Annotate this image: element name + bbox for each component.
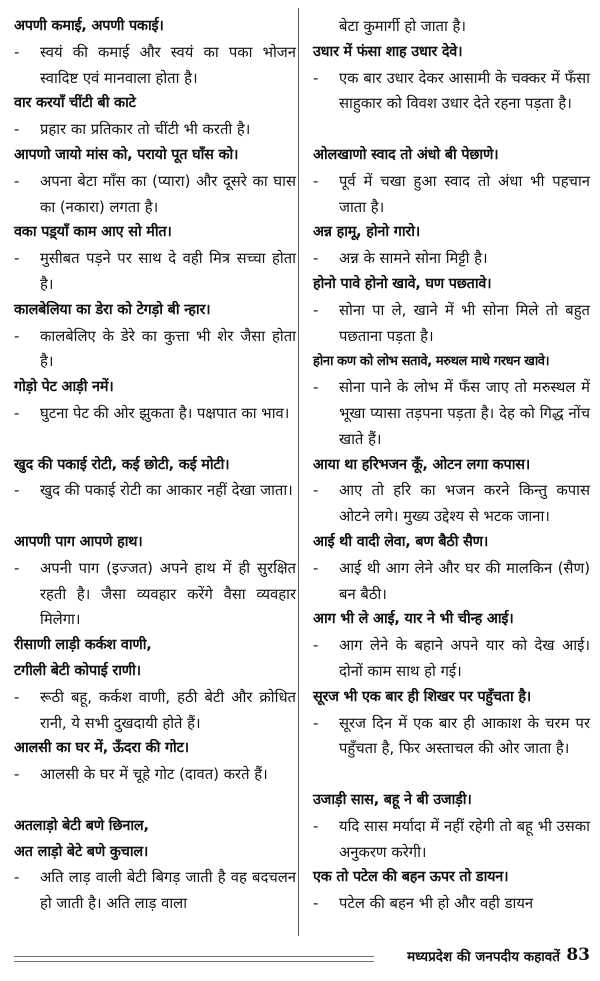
- proverb-heading: वार करयाँ चींटी बी काटे: [14, 95, 136, 112]
- proverb-heading: अतलाड़ो बेटी बणे छिनाल,: [14, 817, 149, 834]
- proverb-entry: [313, 530, 590, 607]
- dash: -: [313, 637, 319, 655]
- proverb-meaning: - अन्न के सामने सोना मिट्टी है।: [313, 246, 590, 272]
- proverb-meaning: - पूर्व में चखा हुआ स्वाद तो अंधा भी पहचान जाता है।: [313, 169, 590, 221]
- proverb-entry: [313, 220, 590, 272]
- proverb-meaning: - मुसीबत पड़ने पर साथ दे वही मित्र सच्चा होता है।: [14, 246, 296, 298]
- proverb-entry: [14, 220, 296, 297]
- dash: -: [14, 559, 20, 577]
- proverb-meaning: - सूरज दिन में एक बार ही आकाश के चरम पर पहुँचता है, फिर अस्ताचल की ओर जाता है।: [313, 711, 590, 788]
- proverb-meaning: - आलसी के घर में चूहे गोट (दावत) करते हैं।: [14, 762, 296, 814]
- proverb-entry: [14, 298, 296, 375]
- proverb-meaning: - यदि सास मर्यादा में नहीं रहेगी तो बहू भी उसका अनुकरण करेगी।: [313, 814, 590, 866]
- proverb-heading: आपणी पाग आपणे हाथ।: [14, 533, 143, 550]
- book-title: मध्यप्रदेश की जनपदीय कहावतें: [407, 949, 560, 965]
- proverb-entry: [14, 814, 296, 917]
- dash: -: [14, 404, 20, 422]
- proverb-meaning: - अति लाड़ वाली बेटी बिगड़ जाती है वह बदचलन हो जाती है। अति लाड़ वाला: [14, 865, 296, 917]
- proverb-heading: एक तो पटेल की बहन ऊपर तो डायन।: [313, 869, 509, 886]
- proverb-heading: कालबेलिया का डेरा को टेगड़ो बी न्हार।: [14, 301, 211, 318]
- proverb-entry: [313, 865, 590, 917]
- dash: -: [313, 895, 319, 913]
- proverb-meaning: - अपनी पाग (इज्जत) अपने हाथ में ही सुरक्षित रहती है। जैसा व्यवहार करेंगे वैसा व्यवहार मिलेगा।: [14, 556, 296, 633]
- proverb-heading: उजाड़ी सास, बहू ने बी उजाड़ी।: [313, 791, 472, 808]
- proverb-meaning: - रूठी बहू, कर्कश वाणी, हठी बेटी और क्रोधित रानी, ये सभी दुखदायी होते हैं।: [14, 685, 296, 737]
- proverb-heading: होनो पावे होनो खावे, घण पछतावे।: [313, 275, 492, 292]
- proverb-entry: [14, 453, 296, 530]
- dash: -: [313, 817, 319, 835]
- page-number: 83: [566, 945, 590, 965]
- proverb-heading: रीसाणी लाड़ी कर्कश वाणी,: [14, 637, 152, 654]
- dash: -: [14, 688, 20, 706]
- proverb-entry: [313, 453, 590, 530]
- proverb-meaning: - अपना बेटा माँस का (प्यारा) और दूसरे का घास का (नकारा) लगता है।: [14, 169, 296, 221]
- left-column: [14, 14, 296, 917]
- proverb-heading: अत लाड़ो बेटे बणे कुचाल।: [14, 843, 149, 860]
- proverb-meaning: - प्रहार का प्रतिकार तो चींटी भी करती है।: [14, 117, 296, 143]
- proverb-entry: [14, 14, 296, 91]
- dash: -: [14, 43, 20, 61]
- dash: -: [14, 869, 20, 887]
- proverb-entry: [313, 40, 590, 143]
- footer-rule: [14, 956, 374, 962]
- dash: -: [313, 250, 319, 268]
- proverb-entry: [14, 736, 296, 813]
- dash: -: [313, 482, 319, 500]
- proverb-entry: [14, 143, 296, 220]
- dash: -: [14, 766, 20, 784]
- proverb-heading: आया था हरिभजन कूँ, ओटन लगा कपास।: [313, 456, 531, 473]
- page-footer: [14, 946, 590, 970]
- proverb-heading: अन्न हामू, होनो गारो।: [313, 224, 421, 241]
- proverb-heading: खुद की पकाई रोटी, कई छोटी, कई मोटी।: [14, 456, 230, 473]
- proverb-meaning: - कालबेलिए के डेरे का कुत्ता भी शेर जैसा होता है।: [14, 324, 296, 376]
- proverb-entry: [14, 375, 296, 452]
- proverb-heading: आपणो जायो मांस को, परायो पूत घाँस को।: [14, 146, 239, 163]
- proverb-entry: [313, 607, 590, 684]
- dash: -: [313, 172, 319, 190]
- proverb-entry: [313, 143, 590, 220]
- proverb-meaning: - खुद की पकाई रोटी का आकार नहीं देखा जाता।: [14, 478, 296, 530]
- proverb-entry: [313, 272, 590, 349]
- dash: -: [313, 301, 319, 319]
- proverb-heading: होना कण को लोभ सतावे, मरुथल माथे गरधन खावे।: [313, 354, 550, 370]
- dash: -: [14, 121, 20, 139]
- proverb-meaning: - पटेल की बहन भी हो और वही डायन: [313, 891, 590, 917]
- proverb-entry: [14, 91, 296, 143]
- proverb-meaning: - सोना पाने के लोभ में फँस जाए तो मरुस्थल में भूखा प्यासा तड़पना पड़ता है। देह को गिद्ध नोंच खाते हैं।: [313, 375, 590, 452]
- proverb-heading: ओलखाणो स्वाद तो अंधो बी पेछाणे।: [313, 146, 499, 163]
- dash: -: [313, 69, 319, 87]
- right-column: [313, 14, 590, 917]
- proverb-meaning: - घुटना पेट की ओर झुकता है। पक्षपात का भाव।: [14, 401, 296, 453]
- proverb-meaning: - आई थी आग लेने और घर की मालकिन (सैण) बन बैठी।: [313, 556, 590, 608]
- proverb-heading: टगीली बेटी कोपाई राणी।: [14, 662, 141, 679]
- proverb-heading: गोड़ो पेट आड़ी नमें।: [14, 379, 114, 396]
- proverb-entry: [313, 349, 590, 452]
- proverb-meaning: - आए तो हरि का भजन करने किन्तु कपास ओटने लगे। मुख्य उद्देश्य से भटक जाना।: [313, 478, 590, 530]
- dash: -: [14, 172, 20, 190]
- proverb-entry: [14, 530, 296, 633]
- dash: -: [313, 559, 319, 577]
- dash: -: [313, 379, 319, 397]
- column-divider: [298, 8, 299, 936]
- proverb-heading: आलसी का घर में, ऊँदरा की गोट।: [14, 740, 189, 757]
- proverb-entry: [313, 788, 590, 865]
- proverb-entry: [14, 633, 296, 736]
- proverb-heading: आई थी वादी लेवा, बण बैठी सैण।: [313, 533, 489, 550]
- proverb-entry: [313, 685, 590, 788]
- proverb-heading: वका पड़्याँ काम आए सो मीत।: [14, 224, 172, 241]
- proverb-meaning: - एक बार उधार देकर आसामी के चक्कर में फँसा साहुकार को विवश उधार देते रहना पड़ता है।: [313, 66, 590, 143]
- dash: -: [313, 714, 319, 732]
- proverb-heading: सूरज भी एक बार ही शिखर पर पहुँचता है।: [313, 688, 532, 705]
- dash: -: [14, 482, 20, 500]
- proverb-meaning: - स्वयं की कमाई और स्वयं का पका भोजन स्वादिष्ट एवं मानवाला होता है।: [14, 40, 296, 92]
- dash: -: [14, 250, 20, 268]
- proverb-heading: उधार में फंसा शाह उधार देवे।: [313, 43, 463, 60]
- proverb-meaning: - आग लेने के बहाने अपने यार को देख आई। दोनों काम साथ हो गई।: [313, 633, 590, 685]
- dash: -: [14, 327, 20, 345]
- proverb-heading: आग भी ले आई, यार ने भी चीन्ह आई।: [313, 611, 514, 628]
- proverb-meaning: - सोना पा ले, खाने में भी सोना मिले तो बहुत पछताना पड़ता है।: [313, 298, 590, 350]
- continued-text: बेटा कुमार्गी हो जाता है।: [339, 18, 466, 35]
- proverb-heading: अपणी कमाई, अपणी पकाई।: [14, 18, 164, 34]
